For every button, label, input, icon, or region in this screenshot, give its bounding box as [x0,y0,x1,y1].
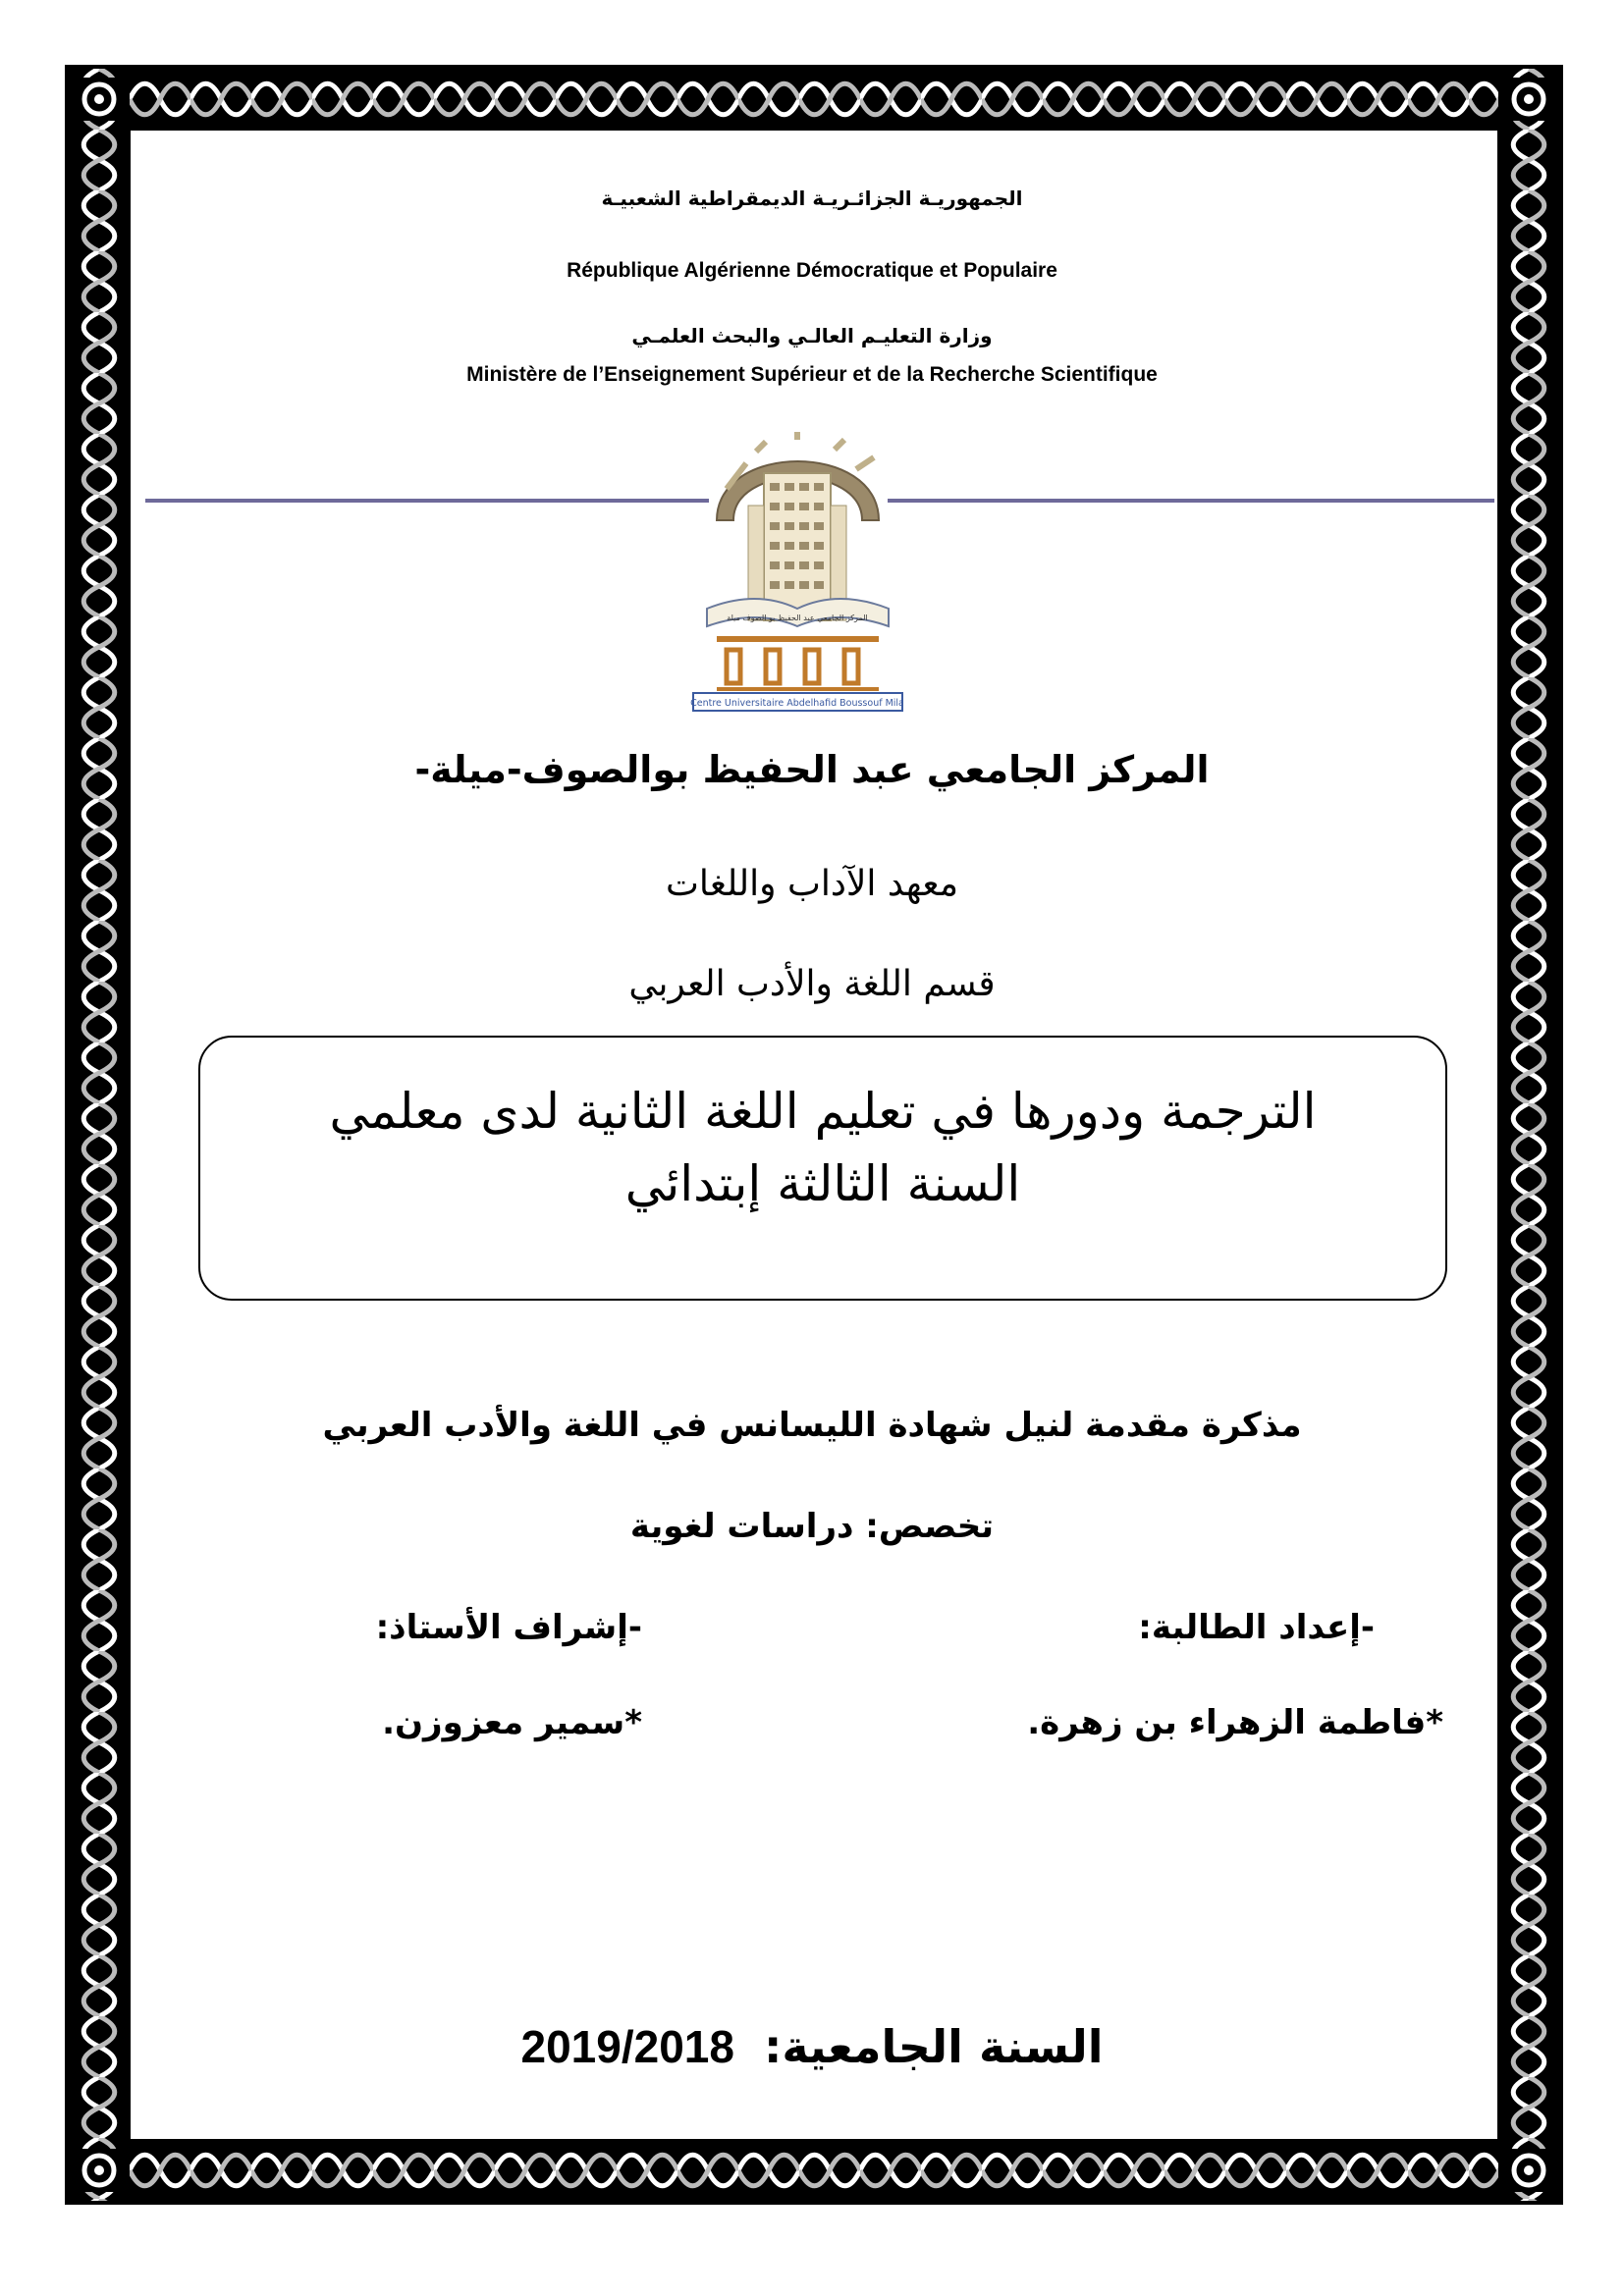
corner-ornament-icon [78,78,121,121]
academic-year [0,2020,1624,2073]
frame-border-top [69,69,1559,130]
corner-ornament-icon [1507,78,1550,121]
republic-name-french: République Algérienne Démocratique et Populaire [567,259,1057,282]
corner-ornament-icon [78,2149,121,2192]
department-name: قسم اللغة والأدب العربي [628,964,996,1004]
student-label: -إعداد الطالبة: [1138,1608,1375,1647]
frame-border-left [69,69,130,2201]
header-rule-left [145,499,709,503]
frame-border-right [1498,69,1559,2201]
thesis-title-line-2: السنة الثالثة إبتدائي [624,1155,1021,1212]
frame-border-bottom [69,2140,1559,2201]
ministry-name-arabic: وزارة التعليـم العالـي والبحث العلمـي [631,324,993,347]
header-rule-right [888,499,1494,503]
logo-banner-text: المركز الجامعي عبد الحفيظ بو الصوف ميلة [727,614,868,622]
student-name: *فاطمة الزهراء بن زهرة. [1027,1703,1443,1742]
academic-year-label: السنة الجامعية: [763,2020,1104,2073]
thesis-purpose: مذكرة مقدمة لنيل شهادة الليسانس في اللغة والأدب العربي [322,1406,1302,1445]
institute-name: معهد الآداب واللغات [666,864,958,904]
university-logo [687,412,908,712]
thesis-specialty: تخصص: دراسات لغوية [629,1507,995,1546]
republic-name-arabic: الجمهوريـة الجزائـريـة الديمقراطية الشعبيـة [601,187,1023,210]
logo-caption-text: Centre Universitaire Abdelhafid Boussouf Mila [690,698,904,709]
supervisor-label: -إشراف الأستاذ: [375,1608,642,1647]
university-center-name: المركز الجامعي عبد الحفيظ بوالصوف-ميلة- [414,748,1210,791]
academic-year-value: 2019/2018 [520,2021,734,2072]
thesis-title-line-1: الترجمة ودورها في تعليم اللغة الثانية لدى معلمي [329,1083,1317,1140]
supervisor-name: *سمير معزوزن. [382,1703,642,1742]
thesis-title-box [198,1036,1447,1301]
ministry-name-french: Ministère de l’Enseignement Supérieur et de la Recherche Scientifique [466,363,1158,386]
corner-ornament-icon [1507,2149,1550,2192]
